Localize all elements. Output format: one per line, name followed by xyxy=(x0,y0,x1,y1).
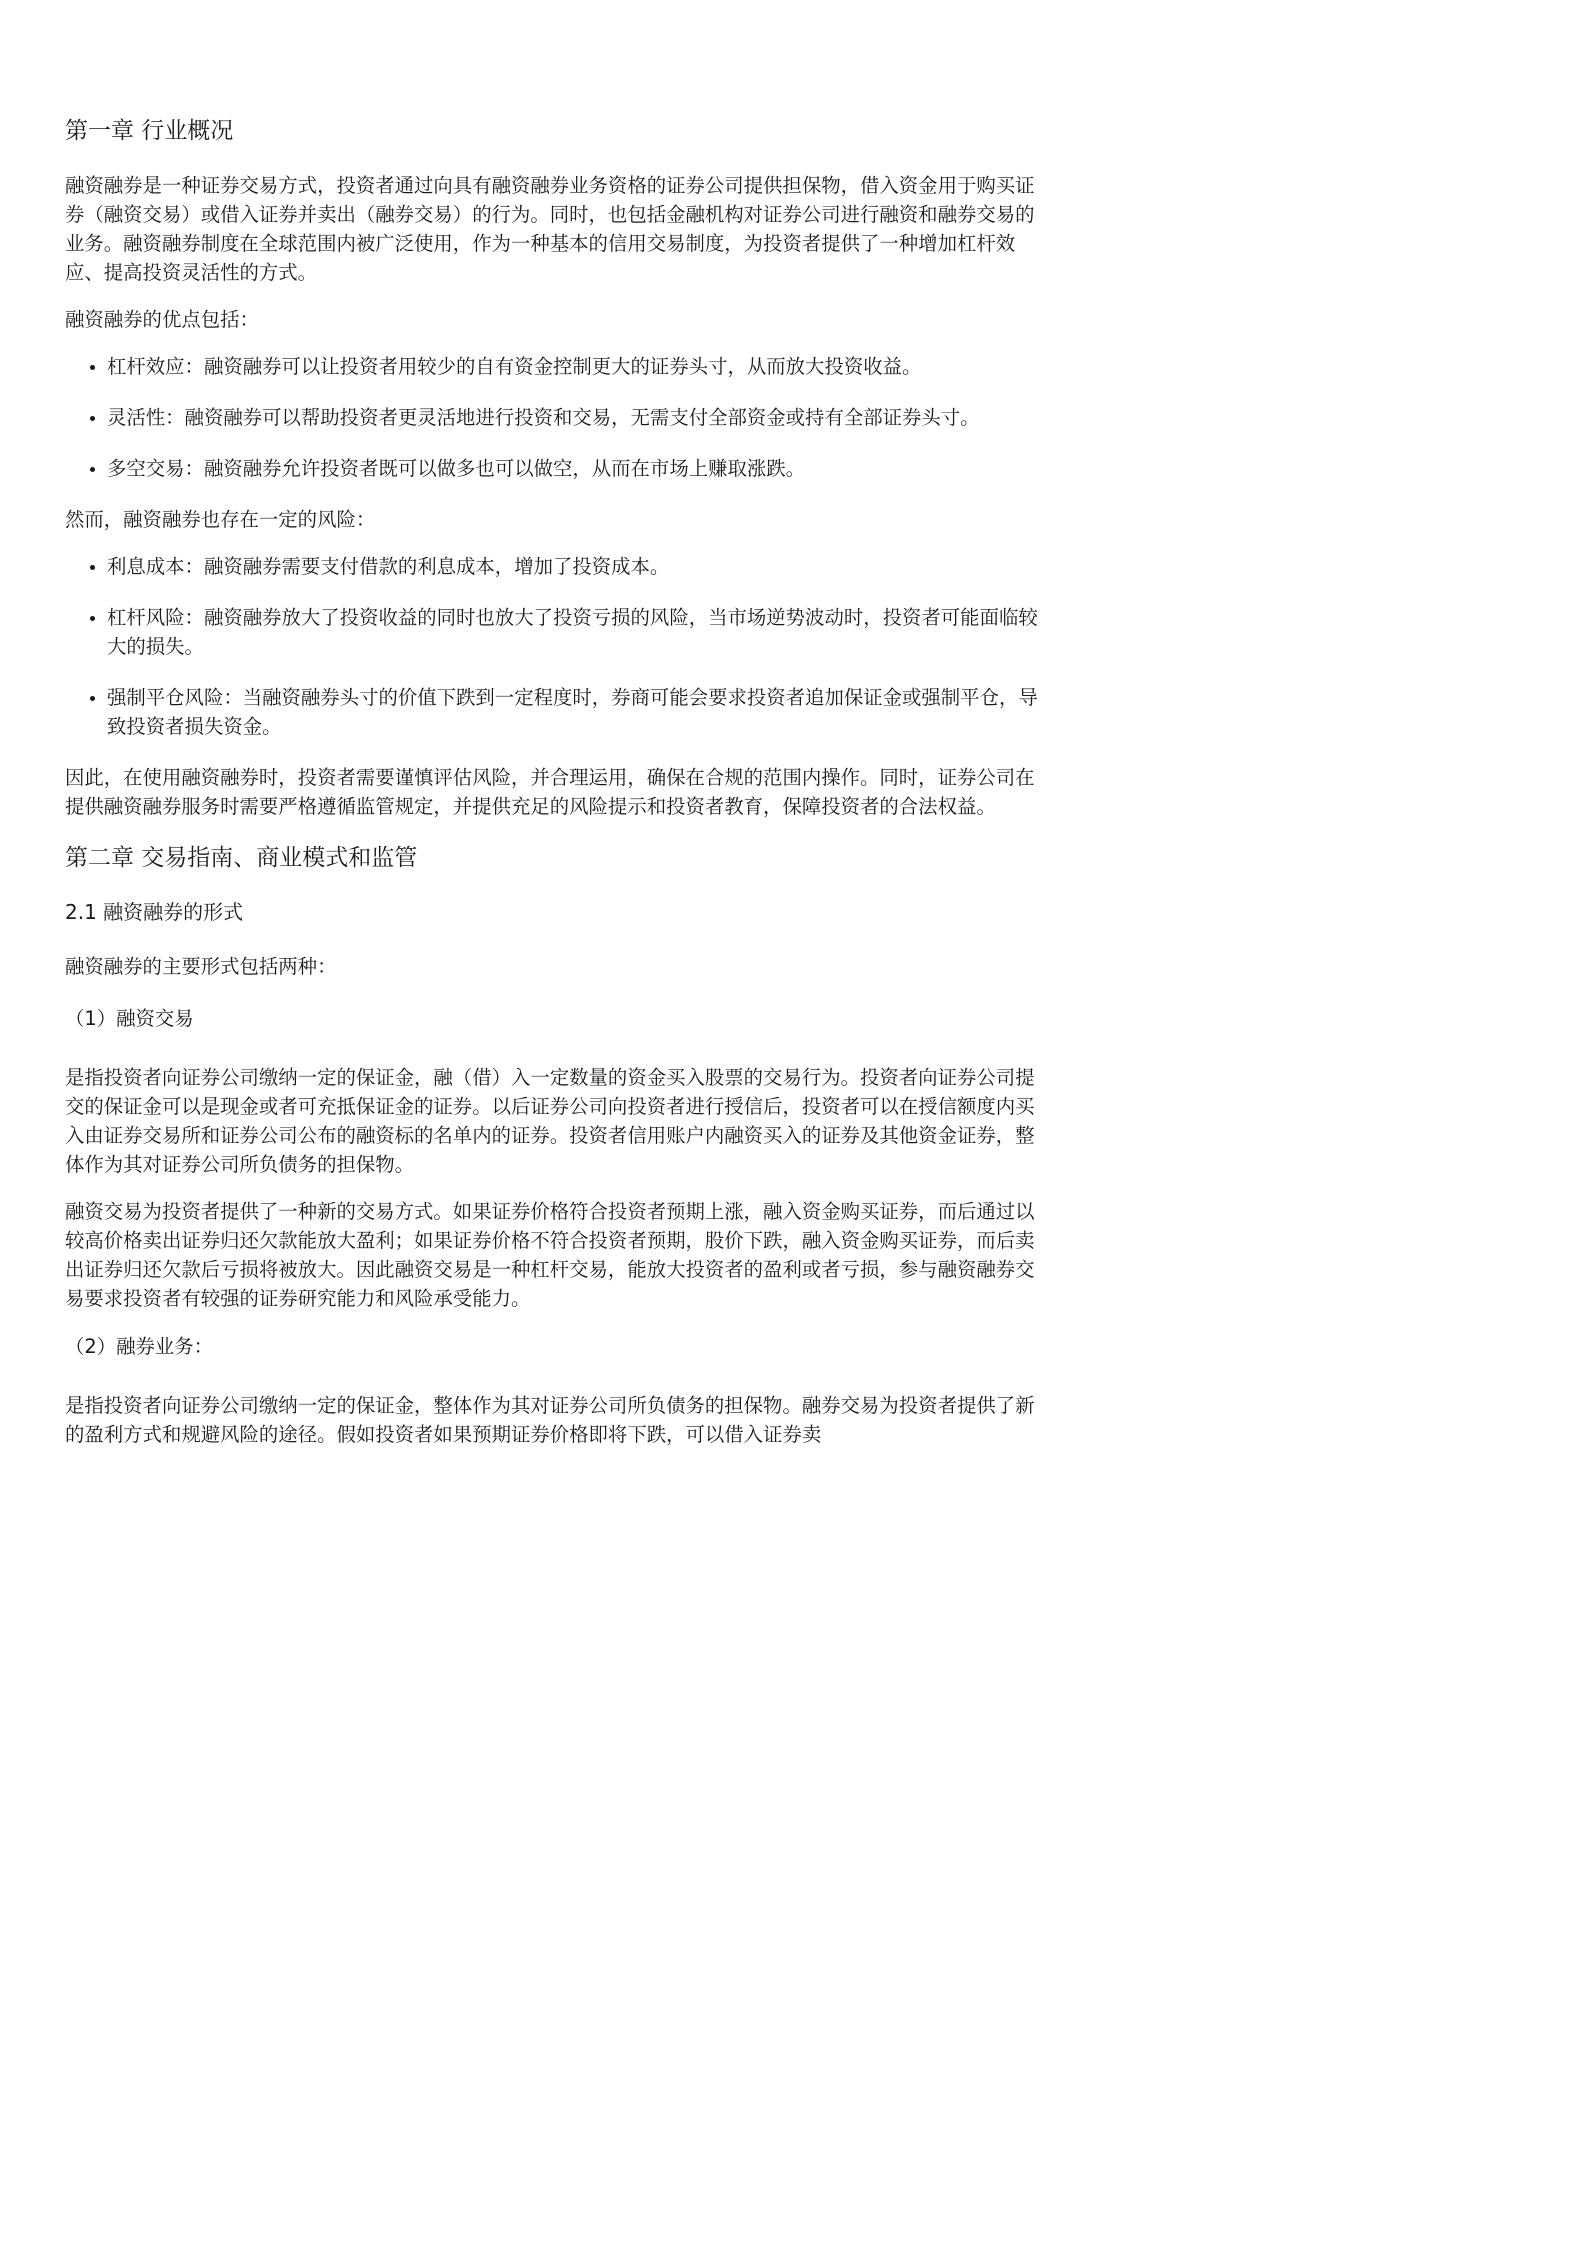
chapter-1-intro: 融资融券是一种证券交易方式，投资者通过向具有融资融券业务资格的证券公司提供担保物，借入资金用于购买证券（融资交易）或借入证券并卖出（融券交易）的行为。同时，也包括金融机构对证券公司进行融资和融券交易的业务。融资融券制度在全球范围内被广泛使用，作为一种基本的信用交易制度，为投资者提供了一种增加杠杆效应、提高投资灵活性的方式。 xyxy=(65,174,1035,284)
forms-intro: 融资融券的主要形式包括两种： xyxy=(65,955,337,978)
section-2-1-title: 2.1 融资融券的形式 xyxy=(65,900,244,924)
advantage-item: • 杠杆效应：融资融券可以让投资者用较少的自有资金控制更大的证券头寸，从而放大投资收益。 xyxy=(107,352,1045,381)
advantage-item: • 多空交易：融资融券允许投资者既可以做多也可以做空，从而在市场上赚取涨跌。 xyxy=(107,454,1045,483)
advantages-list xyxy=(65,352,1045,483)
chapter-1-conclusion: 因此，在使用融资融券时，投资者需要谨慎评估风险，并合理运用，确保在合规的范围内操作。同时，证券公司在提供融资融券服务时需要严格遵循监管规定，并提供充足的风险提示和投资者教育，保障投资者的合法权益。 xyxy=(65,766,1035,818)
risk-item: • 强制平仓风险：当融资融券头寸的价值下跌到一定程度时，券商可能会要求投资者追加保证金或强制平仓，导致投资者损失资金。 xyxy=(107,683,1045,741)
advantages-heading: 融资融券的优点包括： xyxy=(65,308,259,331)
financing-heading: （1）融资交易 xyxy=(65,1007,194,1030)
risk-item: • 利息成本：融资融券需要支付借款的利息成本，增加了投资成本。 xyxy=(107,552,1045,581)
risks-heading: 然而，融资融券也存在一定的风险： xyxy=(65,508,376,531)
document-page xyxy=(0,0,1102,1560)
risks-list xyxy=(65,552,1045,741)
financing-paragraph-2: 融资交易为投资者提供了一种新的交易方式。如果证券价格符合投资者预期上涨，融入资金购买证券，而后通过以较高价格卖出证券归还欠款能放大盈利；如果证券价格不符合投资者预期，股价下跌，融入资金购买证券，而后卖出证券归还欠款后亏损将被放大。因此融资交易是一种杠杆交易，能放大投资者的盈利或者亏损，参与融资融券交易要求投资者有较强的证券研究能力和风险承受能力。 xyxy=(65,1200,1035,1310)
chapter-2-title: 第二章 交易指南、商业模式和监管 xyxy=(65,845,418,871)
lending-heading: （2）融券业务： xyxy=(65,1335,214,1358)
chapter-1-title: 第一章 行业概况 xyxy=(65,118,234,144)
financing-paragraph-1: 是指投资者向证券公司缴纳一定的保证金，融（借）入一定数量的资金买入股票的交易行为。投资者向证券公司提交的保证金可以是现金或者可充抵保证金的证券。以后证券公司向投资者进行授信后，投资者可以在授信额度内买入由证券交易所和证券公司公布的融资标的名单内的证券。投资者信用账户内融资买入的证券及其他资金证券，整体作为其对证券公司所负债务的担保物。 xyxy=(65,1066,1035,1176)
risk-item: • 杠杆风险：融资融券放大了投资收益的同时也放大了投资亏损的风险，当市场逆势波动时，投资者可能面临较大的损失。 xyxy=(107,603,1045,661)
lending-paragraph-1: 是指投资者向证券公司缴纳一定的保证金，整体作为其对证券公司所负债务的担保物。融券交易为投资者提供了新的盈利方式和规避风险的途径。假如投资者如果预期证券价格即将下跌，可以借入证券卖 xyxy=(65,1394,1035,1446)
advantage-item: • 灵活性：融资融券可以帮助投资者更灵活地进行投资和交易，无需支付全部资金或持有全部证券头寸。 xyxy=(107,403,1045,432)
